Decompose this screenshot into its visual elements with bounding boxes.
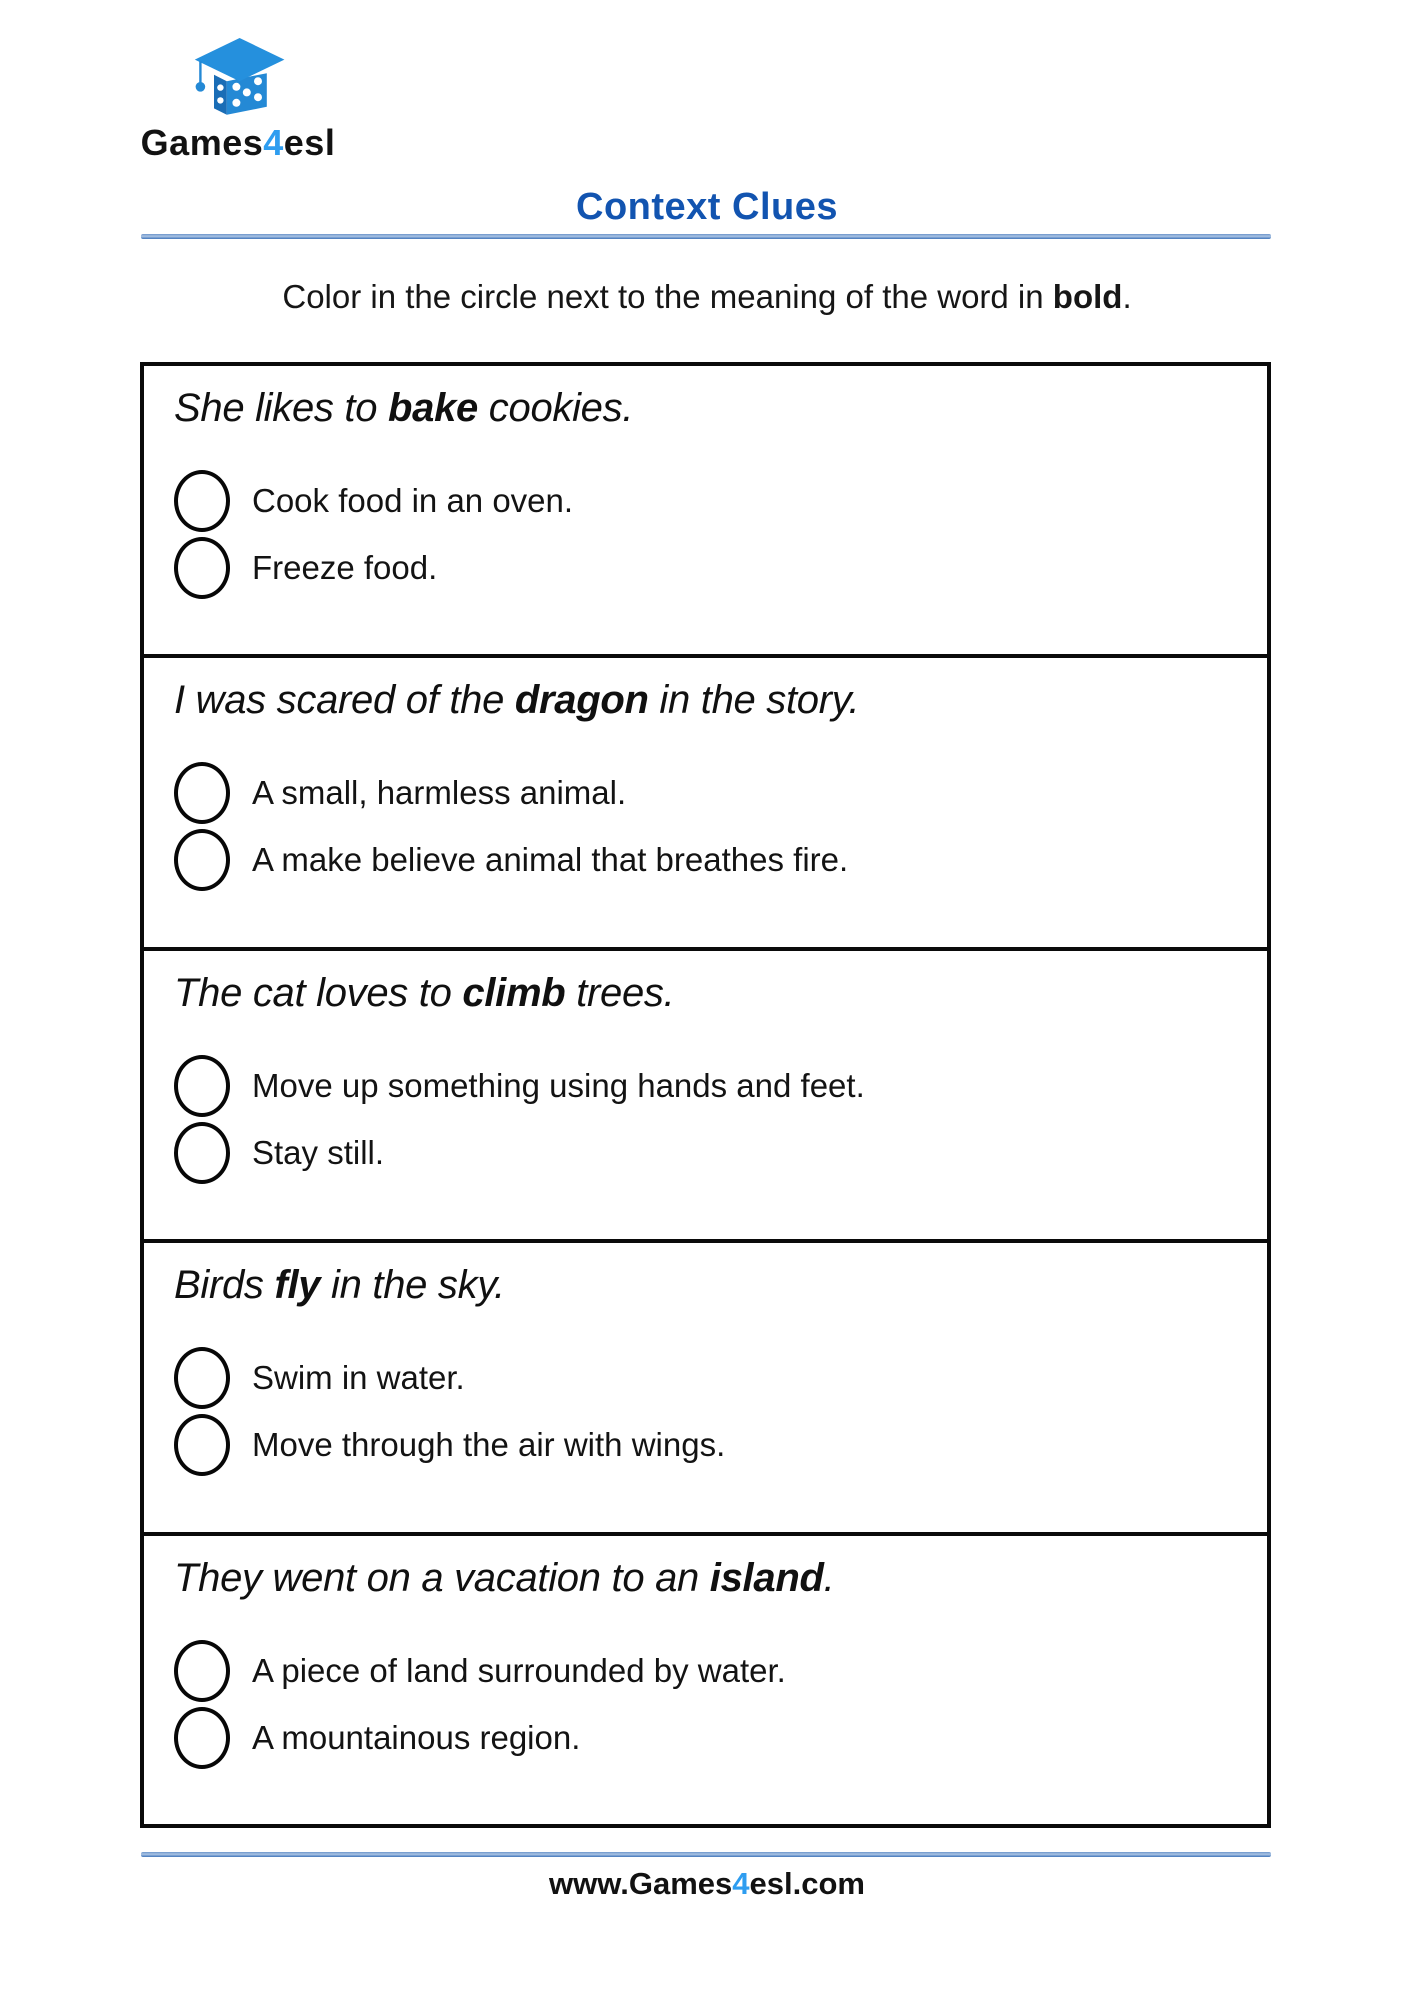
- sentence-text-before: The cat loves to: [174, 970, 463, 1015]
- sentence-bold-word: climb: [462, 970, 566, 1015]
- graduation-cap-dice-icon: [190, 36, 286, 120]
- option-label: Move up something using hands and feet.: [252, 1066, 865, 1104]
- question-row-3: [144, 947, 1267, 1239]
- answer-bubble[interactable]: [174, 470, 230, 532]
- answer-option[interactable]: [174, 762, 1267, 824]
- question-sentence: [174, 1554, 1267, 1602]
- sentence-bold-word: dragon: [514, 678, 649, 723]
- option-label: Cook food in an oven.: [252, 482, 574, 519]
- sentence-text-after: trees.: [565, 970, 675, 1015]
- answer-option[interactable]: [174, 829, 1267, 891]
- option-label: Stay still.: [252, 1133, 385, 1171]
- instruction-bold-word: bold: [1052, 278, 1123, 315]
- sentence-bold-word: bake: [388, 386, 478, 430]
- footer-url: [0, 1866, 1414, 1902]
- answer-bubble[interactable]: [174, 762, 230, 824]
- answer-option[interactable]: [174, 1122, 1267, 1184]
- brand-name: [140, 122, 336, 164]
- answer-option[interactable]: [174, 1707, 1267, 1769]
- question-row-1: [144, 366, 1267, 654]
- answer-bubble[interactable]: [174, 1122, 230, 1184]
- sentence-text-before: Birds: [174, 1263, 275, 1308]
- brand-number: 4: [263, 122, 284, 163]
- answer-bubble[interactable]: [174, 537, 230, 599]
- sentence-text-before: I was scared of the: [174, 678, 515, 723]
- sentence-text-before: She likes to: [174, 386, 388, 430]
- brand-logo: [140, 36, 336, 164]
- sentence-bold-word: island: [709, 1555, 824, 1600]
- footer-url-prefix: www.Games: [549, 1866, 733, 1901]
- sentence-text-before: They went on a vacation to an: [174, 1555, 710, 1600]
- question-row-2: [144, 654, 1267, 946]
- sentence-text-after: cookies.: [477, 386, 634, 430]
- answer-option[interactable]: [174, 1414, 1267, 1476]
- question-row-5: [144, 1532, 1267, 1824]
- answer-bubble[interactable]: [174, 1707, 230, 1769]
- brand-suffix: esl: [283, 122, 336, 163]
- footer-url-number: 4: [732, 1866, 750, 1901]
- footer-url-suffix: esl.com: [749, 1866, 865, 1901]
- instruction-prefix: Color in the circle next to the meaning of the word in: [282, 278, 1053, 315]
- answer-bubble[interactable]: [174, 1414, 230, 1476]
- sentence-bold-word: fly: [274, 1263, 321, 1308]
- sentence-text-after: in the sky.: [320, 1263, 505, 1308]
- question-sentence: [174, 384, 1267, 432]
- answer-option[interactable]: [174, 1347, 1267, 1409]
- option-label: A small, harmless animal.: [252, 774, 627, 812]
- answer-option[interactable]: [174, 1640, 1267, 1702]
- option-label: A make believe animal that breathes fire.: [252, 841, 849, 879]
- answer-option[interactable]: [174, 537, 1267, 599]
- answer-option[interactable]: [174, 1055, 1267, 1117]
- brand-prefix: Games: [140, 122, 264, 163]
- question-sentence: [174, 1261, 1267, 1309]
- answer-bubble[interactable]: [174, 1055, 230, 1117]
- question-row-4: [144, 1239, 1267, 1531]
- answer-option[interactable]: [174, 470, 1267, 532]
- option-label: Freeze food.: [252, 549, 438, 586]
- question-sentence: [174, 969, 1267, 1017]
- instruction-suffix: .: [1122, 278, 1132, 315]
- footer-divider: [141, 1852, 1271, 1857]
- option-label: Swim in water.: [252, 1359, 465, 1397]
- sentence-text-after: in the story.: [648, 678, 860, 723]
- questions-table: [140, 362, 1271, 1828]
- header-divider: [141, 234, 1271, 239]
- question-sentence: [174, 676, 1267, 724]
- option-label: A piece of land surrounded by water.: [252, 1651, 786, 1689]
- answer-bubble[interactable]: [174, 1640, 230, 1702]
- page-title: Context Clues: [576, 186, 838, 228]
- sentence-text-after: .: [823, 1555, 835, 1600]
- answer-bubble[interactable]: [174, 829, 230, 891]
- option-label: Move through the air with wings.: [252, 1426, 726, 1464]
- answer-bubble[interactable]: [174, 1347, 230, 1409]
- instructions-text: [0, 278, 1414, 316]
- option-label: A mountainous region.: [252, 1718, 581, 1756]
